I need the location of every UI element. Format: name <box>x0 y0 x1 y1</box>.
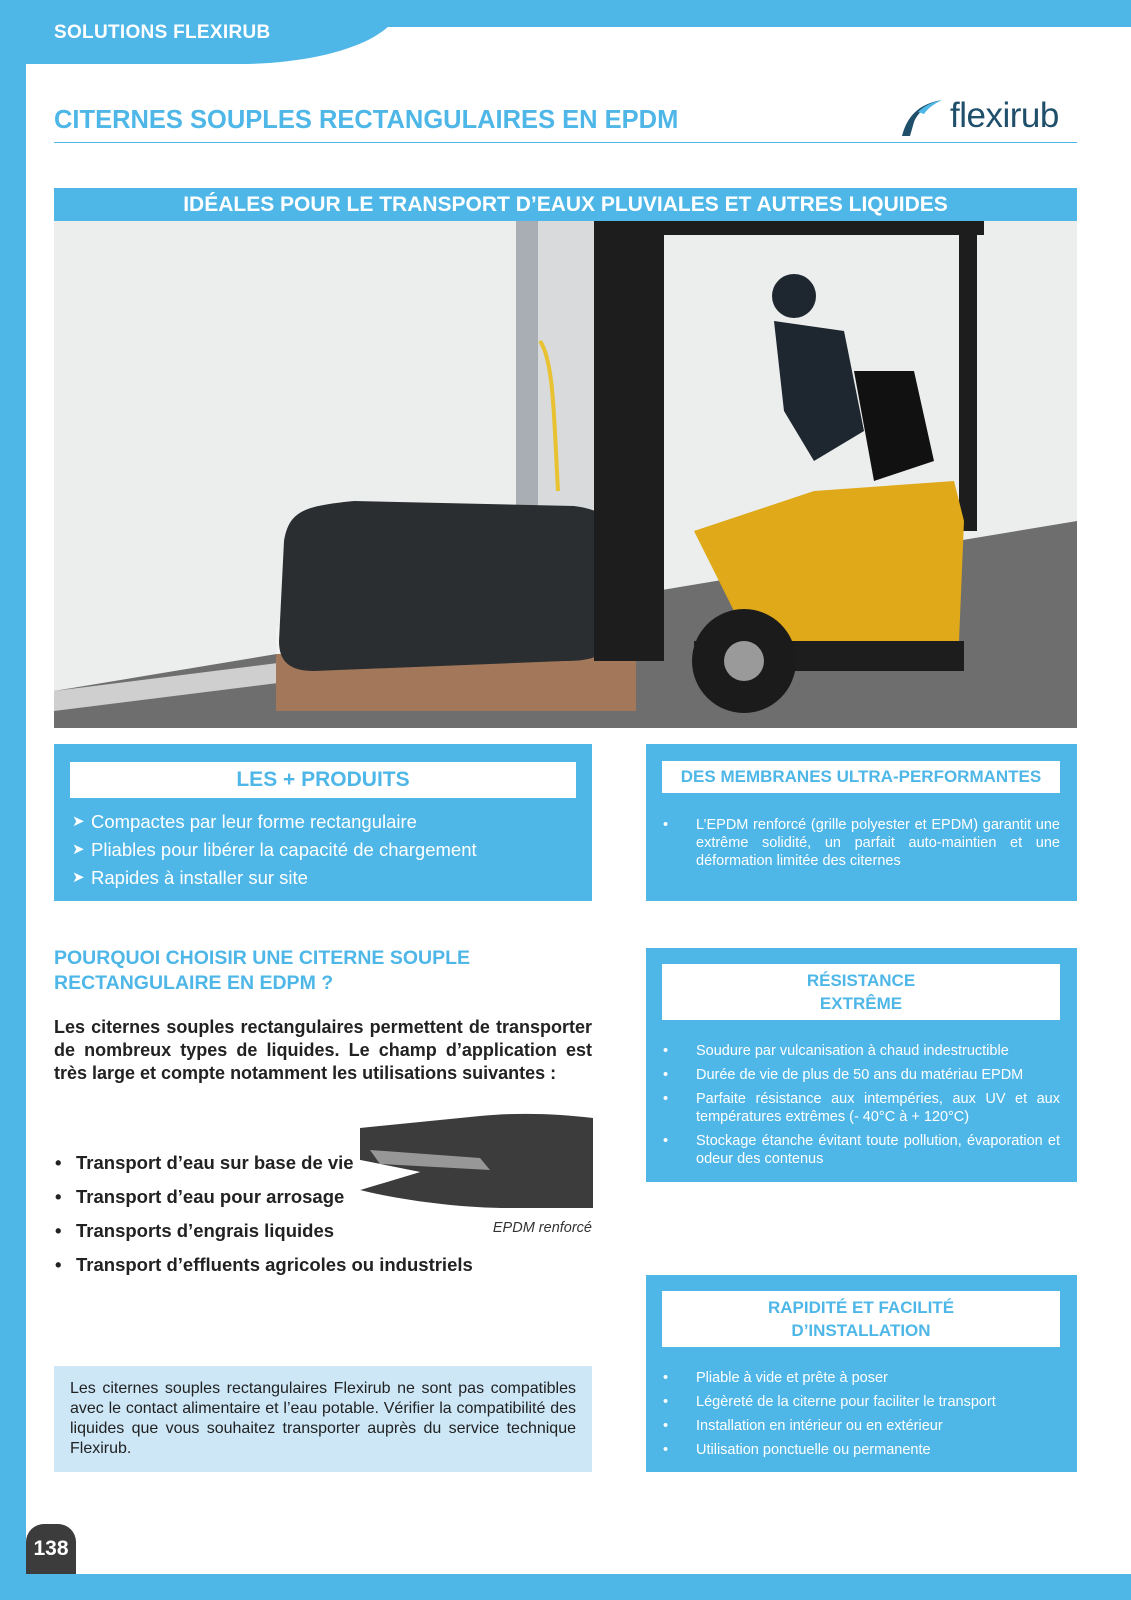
list-item: ➤ Pliables pour libérer la capacité de chargement <box>72 836 477 864</box>
list-item: • Transport d’eau pour arrosage <box>55 1186 345 1207</box>
list-item: • L’EPDM renforcé (grille polyester et EPDM) garantit une extrême solidité, un parfait auto-maintien et une déformation limitée des citernes <box>663 817 1060 869</box>
membranes-heading: DES MEMBRANES ULTRA-PERFORMANTES <box>662 761 1060 793</box>
section-label: SOLUTIONS FLEXIRUB <box>54 22 271 43</box>
list-item: • Transport d’eau sur base de vie <box>55 1152 354 1173</box>
products-list <box>72 808 477 892</box>
forklift-photo <box>54 221 1077 728</box>
page-title: CITERNES SOUPLES RECTANGULAIRES EN EPDM <box>54 106 679 134</box>
arrow-bullet-icon: ➤ <box>72 869 85 886</box>
list-item: • Durée de vie de plus de 50 ans du matériau EPDM <box>663 1067 1024 1083</box>
list-item: • Transport d’effluents agricoles ou industriels <box>55 1254 473 1275</box>
list-item: ➤ Compactes par leur forme rectangulaire <box>72 808 477 836</box>
rapidity-heading: RAPIDITÉ ET FACILITÉ D’INSTALLATION <box>662 1291 1060 1347</box>
photo-banner: IDÉALES POUR LE TRANSPORT D’EAUX PLUVIALES ET AUTRES LIQUIDES <box>54 188 1077 221</box>
compatibility-note: Les citernes souples rectangulaires Flexirub ne sont pas compatibles avec le contact alimentaire et l’eau potable. Vérifier la compatibilité des liquides que vous souhaitez transporter auprès du service technique Flexirub. <box>54 1366 592 1472</box>
resistance-heading: RÉSISTANCE EXTRÊME <box>662 964 1060 1020</box>
arrow-bullet-icon: ➤ <box>72 813 85 830</box>
list-item: • Utilisation ponctuelle ou permanente <box>663 1442 931 1458</box>
products-heading: LES + PRODUITS <box>70 762 576 798</box>
membrane-caption: EPDM renforcé <box>492 1220 592 1236</box>
list-item: • Soudure par vulcanisation à chaud indestructible <box>663 1043 1009 1059</box>
resistance-list <box>662 1042 1060 1174</box>
list-item: • Installation en intérieur ou en extérieur <box>663 1418 943 1434</box>
page-number: 138 <box>26 1524 76 1574</box>
products-box <box>54 744 592 901</box>
list-item: • Légèreté de la citerne pour faciliter le transport <box>663 1394 996 1410</box>
why-heading: POURQUOI CHOISIR UNE CITERNE SOUPLE RECTANGULAIRE EN EDPM ? <box>54 947 471 994</box>
list-item: • Transports d’engrais liquides <box>55 1220 335 1241</box>
list-item: • Stockage étanche évitant toute pollution, évaporation et odeur des contenus <box>663 1133 1060 1167</box>
list-item: ➤ Rapides à installer sur site <box>72 864 477 892</box>
bottom-band <box>0 1574 1131 1600</box>
logo-swoosh-icon <box>898 96 946 138</box>
rapidity-list <box>662 1369 1060 1465</box>
membranes-box <box>646 744 1077 901</box>
title-divider <box>54 142 1077 143</box>
list-item: • Pliable à vide et prête à poser <box>663 1370 888 1386</box>
list-item: • Parfaite résistance aux intempéries, aux UV et aux températures extrêmes (- 40°C à + 120°C) <box>663 1091 1060 1125</box>
resistance-box <box>646 948 1077 1182</box>
uses-list <box>54 1151 473 1287</box>
arrow-bullet-icon: ➤ <box>72 841 85 858</box>
membranes-list <box>662 816 1060 876</box>
why-intro: Les citernes souples rectangulaires permettent de transporter de nombreux types de liquides. Le champ d’application est très large et compte notamment les utilisations suivantes : <box>54 1017 592 1083</box>
logo-wordmark: flexirub <box>950 96 1059 135</box>
flexirub-logo <box>898 96 1078 138</box>
rapidity-box <box>646 1275 1077 1472</box>
